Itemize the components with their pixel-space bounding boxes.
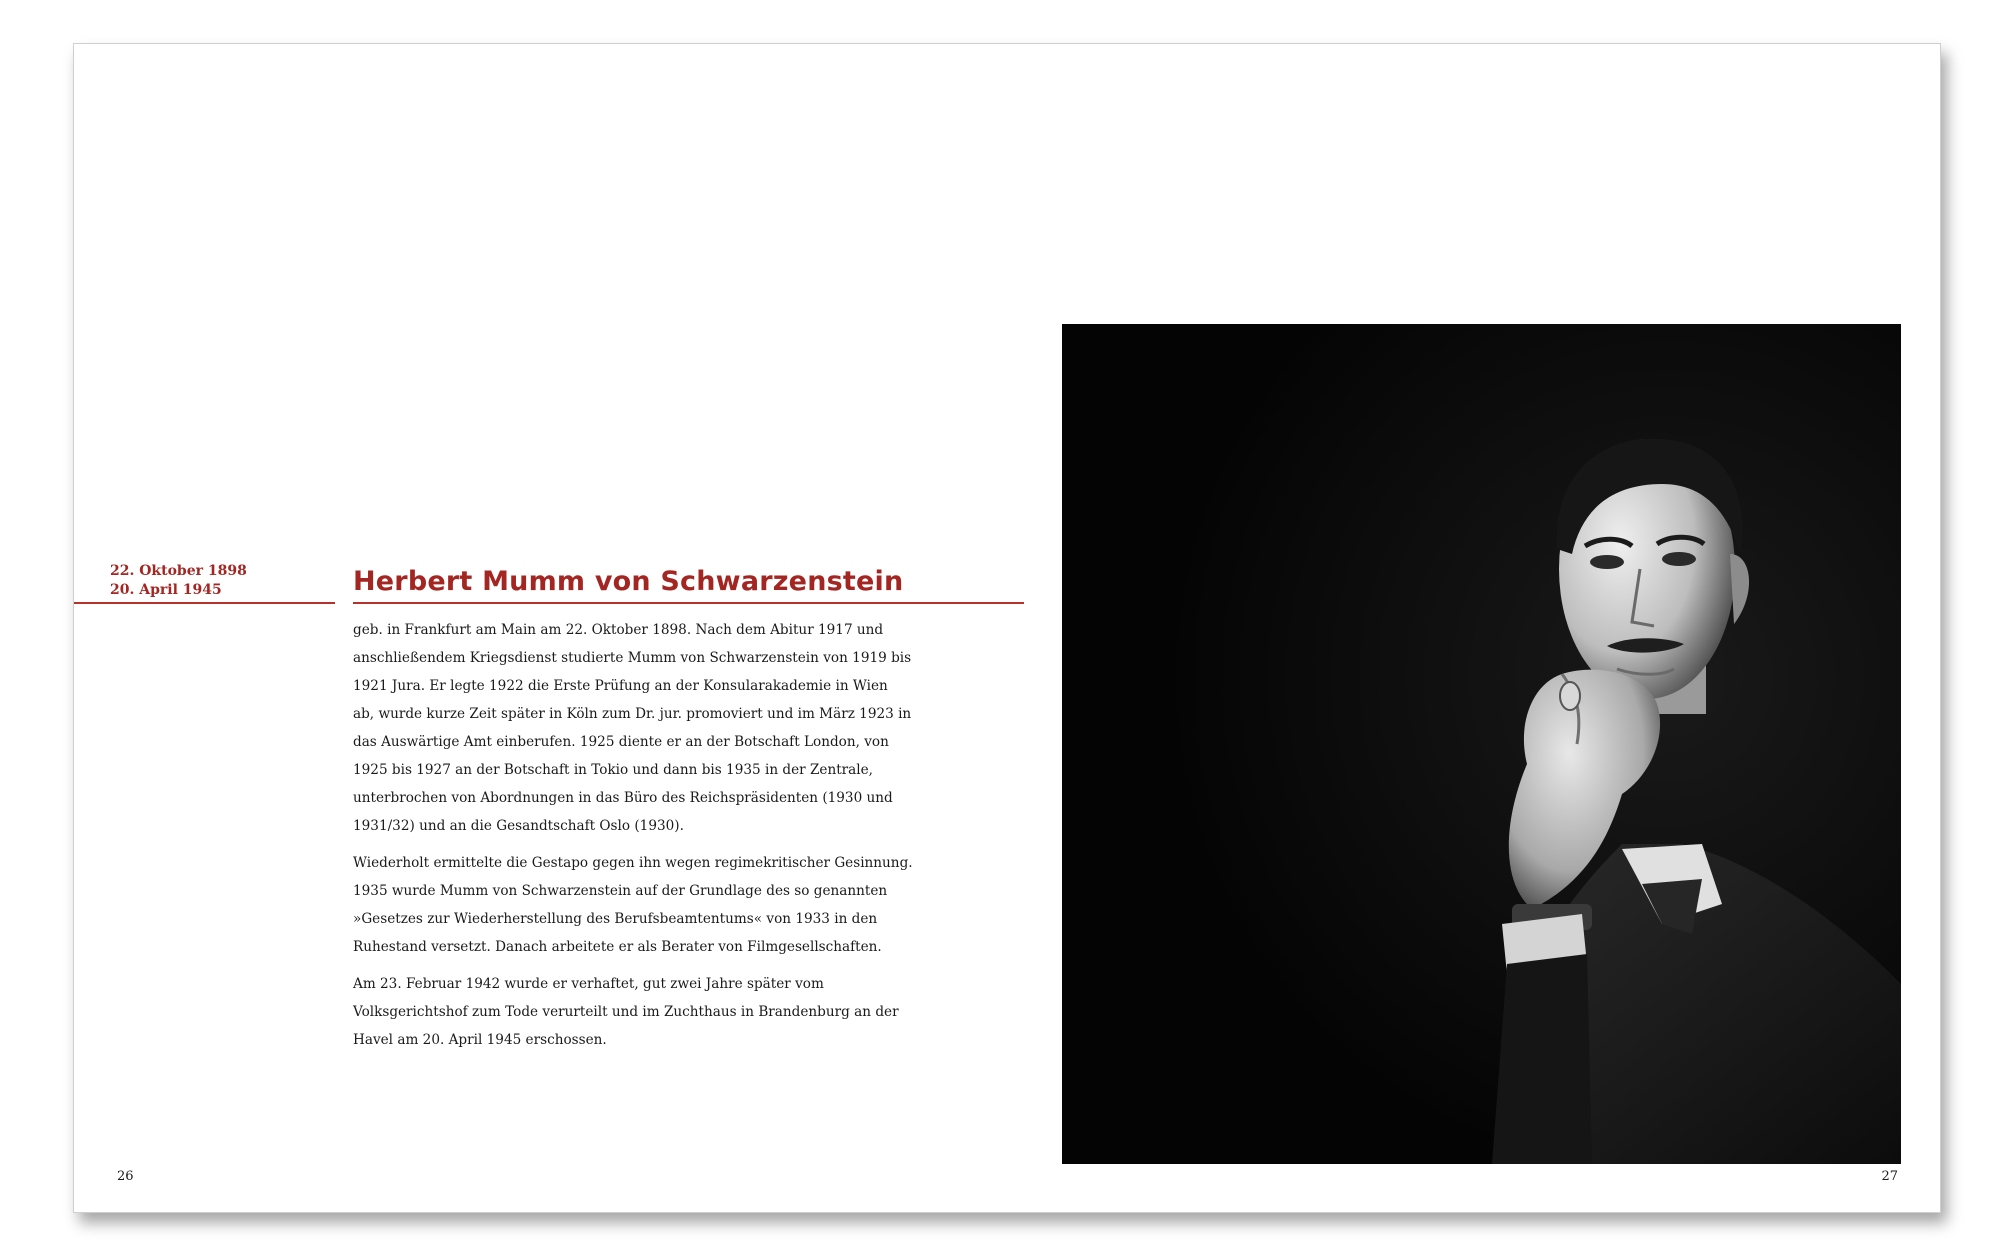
page-number-left: 26 xyxy=(117,1169,134,1184)
biography-paragraph: Wiederholt ermittelte die Gestapo gegen ihn wegen regimekritischer Gesinnung. 1935 wurde Mumm von Schwarzenstein auf der Grundlage des so genannten »Gesetzes zur Wiederherstellung des Berufsbeamtentums« von 1933 in den Ruhestand versetzt. Danach arbeitete er als Berater von Filmgesellschaften. xyxy=(353,855,913,955)
dates-divider xyxy=(74,602,335,604)
title-divider xyxy=(353,602,1024,604)
biography-paragraph: geb. in Frankfurt am Main am 22. Oktober 1898. Nach dem Abitur 1917 und anschließendem Kriegsdienst studierte Mumm von Schwarzenstein von 1919 bis 1921 Jura. Er legte 1922 die Erste Prüfung an der Konsularakademie in Wien ab, wurde kurze Zeit später in Köln zum Dr. jur. promoviert und im März 1923 in das Auswärtige Amt einberufen. 1925 diente er an der Botschaft London, von 1925 bis 1927 an der Botschaft in Tokio und dann bis 1935 in der Zentrale, unterbrochen von Abordnungen in das Büro des Reichspräsidenten (1930 und 1931/32) und an die Gesandtschaft Oslo (1930). xyxy=(353,622,912,834)
biography-text xyxy=(353,616,913,1063)
life-dates xyxy=(110,562,247,600)
death-date: 20. April 1945 xyxy=(110,582,222,598)
portrait-illustration xyxy=(1062,324,1901,1164)
biography-paragraph: Am 23. Februar 1942 wurde er verhaftet, gut zwei Jahre später vom Volksgerichtshof zum Tode verurteilt und im Zuchthaus in Brandenburg an der Havel am 20. April 1945 erschossen. xyxy=(353,976,899,1048)
portrait-photo xyxy=(1062,324,1901,1164)
book-spread xyxy=(73,43,1941,1213)
birth-date: 22. Oktober 1898 xyxy=(110,563,247,579)
page-number-right: 27 xyxy=(1881,1169,1898,1184)
page-title: Herbert Mumm von Schwarzenstein xyxy=(353,566,904,597)
